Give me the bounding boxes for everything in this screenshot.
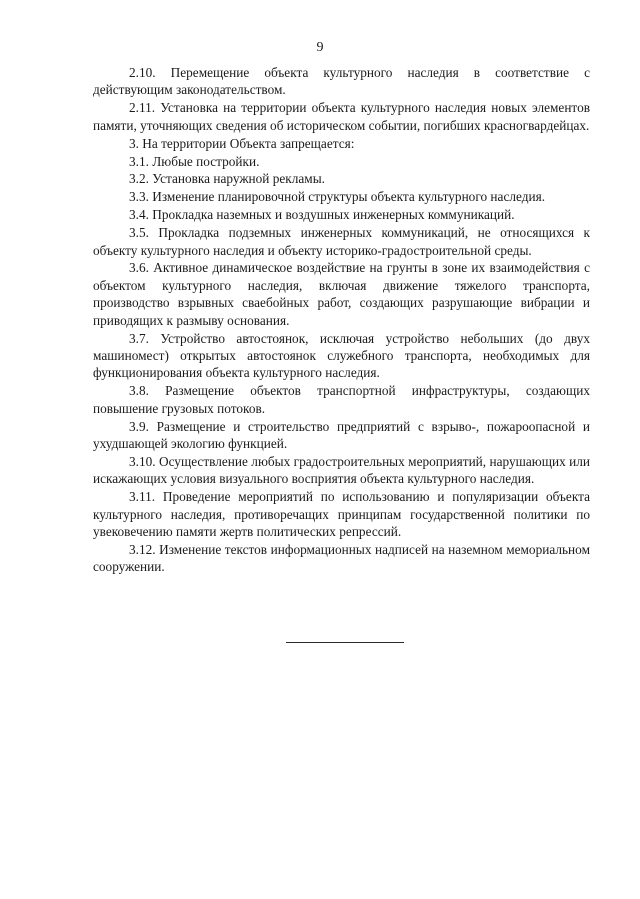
paragraph-3-6: 3.6. Активное динамическое воздействие на грунты в зоне их взаимодействия с объектом культурного наследия, включая движение тяжелого транспорта, производство взрывных сваебойных работ, создающих разрушающие вибрации и приводящих к размыву основания. — [93, 260, 590, 328]
paragraph-3-10: 3.10. Осуществление любых градостроительных мероприятий, нарушающих или искажающих условия визуального восприятия объекта культурного наследия. — [93, 453, 590, 487]
paragraph-3-5: 3.5. Прокладка подземных инженерных коммуникаций, не относящихся к объекту культурного наследия и объекту историко-градостроительной среды. — [93, 225, 590, 258]
document-body — [93, 64, 590, 576]
paragraph-3-12: 3.12. Изменение текстов информационных надписей на наземном мемориальном сооружении. — [93, 541, 590, 575]
paragraph-3-8: 3.8. Размещение объектов транспортной инфраструктуры, создающих повышение грузовых потоков. — [93, 383, 590, 416]
paragraph-3-7: 3.7. Устройство автостоянок, исключая устройство небольших (до двух машиномест) открытых автостоянок служебного транспорта, необходимых для функционирования объекта культурного наследия. — [93, 330, 590, 381]
paragraph-3-4: 3.4. Прокладка наземных и воздушных инженерных коммуникаций. — [129, 207, 515, 223]
paragraph-3-11: 3.11. Проведение мероприятий по использованию и популяризации объекта культурного наследия, противоречащих принципам государственной политики по увековечению памяти жертв политических репрессий. — [93, 489, 590, 540]
end-of-document-rule — [286, 642, 404, 643]
paragraph-2-10: 2.10. Перемещение объекта культурного наследия в соответствие с действующим законодательством. — [93, 65, 590, 98]
paragraph-2-11: 2.11. Установка на территории объекта культурного наследия новых элементов памяти, уточняющих сведения об историческом событии, погибших красногвардейцах. — [93, 100, 590, 133]
paragraph-3-3: 3.3. Изменение планировочной структуры объекта культурного наследия. — [129, 189, 546, 205]
paragraph-3-2: 3.2. Установка наружной рекламы. — [129, 171, 325, 187]
paragraph-3-1: 3.1. Любые постройки. — [129, 153, 260, 169]
paragraph-3-9: 3.9. Размещение и строительство предприятий с взрыво-, пожароопасной и ухудшающей экологию функцией. — [93, 418, 590, 452]
section-3-heading: 3. На территории Объекта запрещается: — [129, 135, 355, 151]
page-number: 9 — [316, 40, 324, 55]
